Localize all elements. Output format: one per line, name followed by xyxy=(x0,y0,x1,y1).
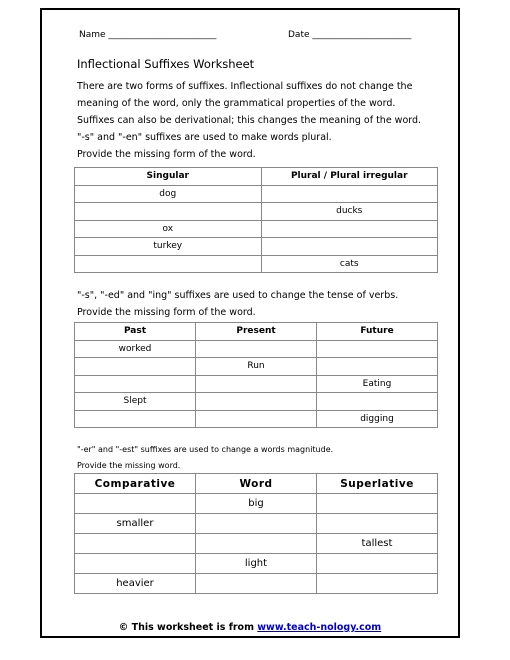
intro-line: Suffixes can also be derivational; this changes the meaning of the word. xyxy=(77,115,422,126)
header-future: Future xyxy=(317,323,438,341)
table-cell[interactable] xyxy=(75,410,196,428)
plural-table xyxy=(74,167,438,273)
table-cell[interactable]: big xyxy=(196,494,317,514)
table-cell[interactable] xyxy=(196,514,317,534)
header-superlative: Superlative xyxy=(317,474,438,494)
table-cell[interactable] xyxy=(196,340,317,358)
table-row xyxy=(75,220,438,238)
instruction-line: Provide the missing word. xyxy=(77,461,181,470)
table-row xyxy=(75,255,438,273)
header-comparative: Comparative xyxy=(75,474,196,494)
table-row xyxy=(75,534,438,554)
table-cell[interactable] xyxy=(317,340,438,358)
header-plural: Plural / Plural irregular xyxy=(261,168,438,186)
table-header-row xyxy=(75,474,438,494)
instruction-line: "-s", "-ed" and "ing" suffixes are used to change the tense of verbs. xyxy=(77,290,399,301)
table-header-row xyxy=(75,168,438,186)
table-cell[interactable] xyxy=(196,375,317,393)
tense-table xyxy=(74,322,438,428)
table-cell[interactable] xyxy=(75,358,196,376)
table-cell[interactable]: ox xyxy=(75,220,262,238)
tense-instructions xyxy=(77,287,437,321)
table-cell[interactable] xyxy=(75,554,196,574)
table-row xyxy=(75,185,438,203)
table-row xyxy=(75,375,438,393)
table-cell[interactable]: ducks xyxy=(261,203,438,221)
name-field-label: Name ________________________ xyxy=(79,30,217,40)
header-word: Word xyxy=(196,474,317,494)
table-row xyxy=(75,203,438,221)
table-cell[interactable] xyxy=(75,203,262,221)
instruction-line: "-er" and "-est" suffixes are used to change a words magnitude. xyxy=(77,445,334,454)
worksheet-page xyxy=(40,8,460,638)
table-cell[interactable]: heavier xyxy=(75,574,196,594)
footer-link[interactable]: www.teach-nology.com xyxy=(257,622,382,633)
worksheet-title: Inflectional Suffixes Worksheet xyxy=(77,57,255,71)
table-cell[interactable]: digging xyxy=(317,410,438,428)
table-cell[interactable] xyxy=(317,393,438,411)
table-cell[interactable]: turkey xyxy=(75,238,262,256)
table-cell[interactable] xyxy=(261,185,438,203)
table-cell[interactable] xyxy=(196,574,317,594)
header-past: Past xyxy=(75,323,196,341)
intro-paragraph xyxy=(77,78,437,163)
intro-line: meaning of the word, only the grammatical properties of the word. xyxy=(77,98,396,109)
magnitude-instructions xyxy=(77,442,437,474)
date-field-label: Date ______________________ xyxy=(288,30,412,40)
table-header-row xyxy=(75,323,438,341)
table-cell[interactable]: dog xyxy=(75,185,262,203)
table-row xyxy=(75,358,438,376)
table-cell[interactable] xyxy=(261,238,438,256)
table-cell[interactable] xyxy=(196,393,317,411)
table-cell[interactable]: Run xyxy=(196,358,317,376)
table-cell[interactable]: worked xyxy=(75,340,196,358)
table-cell[interactable]: smaller xyxy=(75,514,196,534)
table-cell[interactable]: light xyxy=(196,554,317,574)
table-cell[interactable]: Eating xyxy=(317,375,438,393)
table-cell[interactable] xyxy=(317,494,438,514)
table-cell[interactable] xyxy=(75,255,262,273)
table-cell[interactable] xyxy=(196,534,317,554)
table-cell[interactable] xyxy=(317,574,438,594)
table-cell[interactable]: cats xyxy=(261,255,438,273)
footer-text: © This worksheet is from xyxy=(118,622,258,633)
table-cell[interactable]: Slept xyxy=(75,393,196,411)
table-row xyxy=(75,514,438,534)
intro-line: There are two forms of suffixes. Inflectional suffixes do not change the xyxy=(77,81,413,92)
header-singular: Singular xyxy=(75,168,262,186)
table-cell[interactable] xyxy=(317,358,438,376)
table-cell[interactable]: tallest xyxy=(317,534,438,554)
table-cell[interactable] xyxy=(75,494,196,514)
table-row xyxy=(75,238,438,256)
table-row xyxy=(75,494,438,514)
intro-line: "-s" and "-en" suffixes are used to make words plural. xyxy=(77,132,332,143)
table-row xyxy=(75,340,438,358)
table-cell[interactable] xyxy=(196,410,317,428)
instruction-line: Provide the missing form of the word. xyxy=(77,307,256,318)
footer-credit xyxy=(42,622,458,633)
table-row xyxy=(75,554,438,574)
table-cell[interactable] xyxy=(317,514,438,534)
magnitude-table xyxy=(74,473,438,594)
table-row xyxy=(75,410,438,428)
table-cell[interactable] xyxy=(75,534,196,554)
table-row xyxy=(75,393,438,411)
table-cell[interactable] xyxy=(261,220,438,238)
table-row xyxy=(75,574,438,594)
intro-line: Provide the missing form of the word. xyxy=(77,149,256,160)
table-cell[interactable] xyxy=(317,554,438,574)
table-cell[interactable] xyxy=(75,375,196,393)
header-present: Present xyxy=(196,323,317,341)
